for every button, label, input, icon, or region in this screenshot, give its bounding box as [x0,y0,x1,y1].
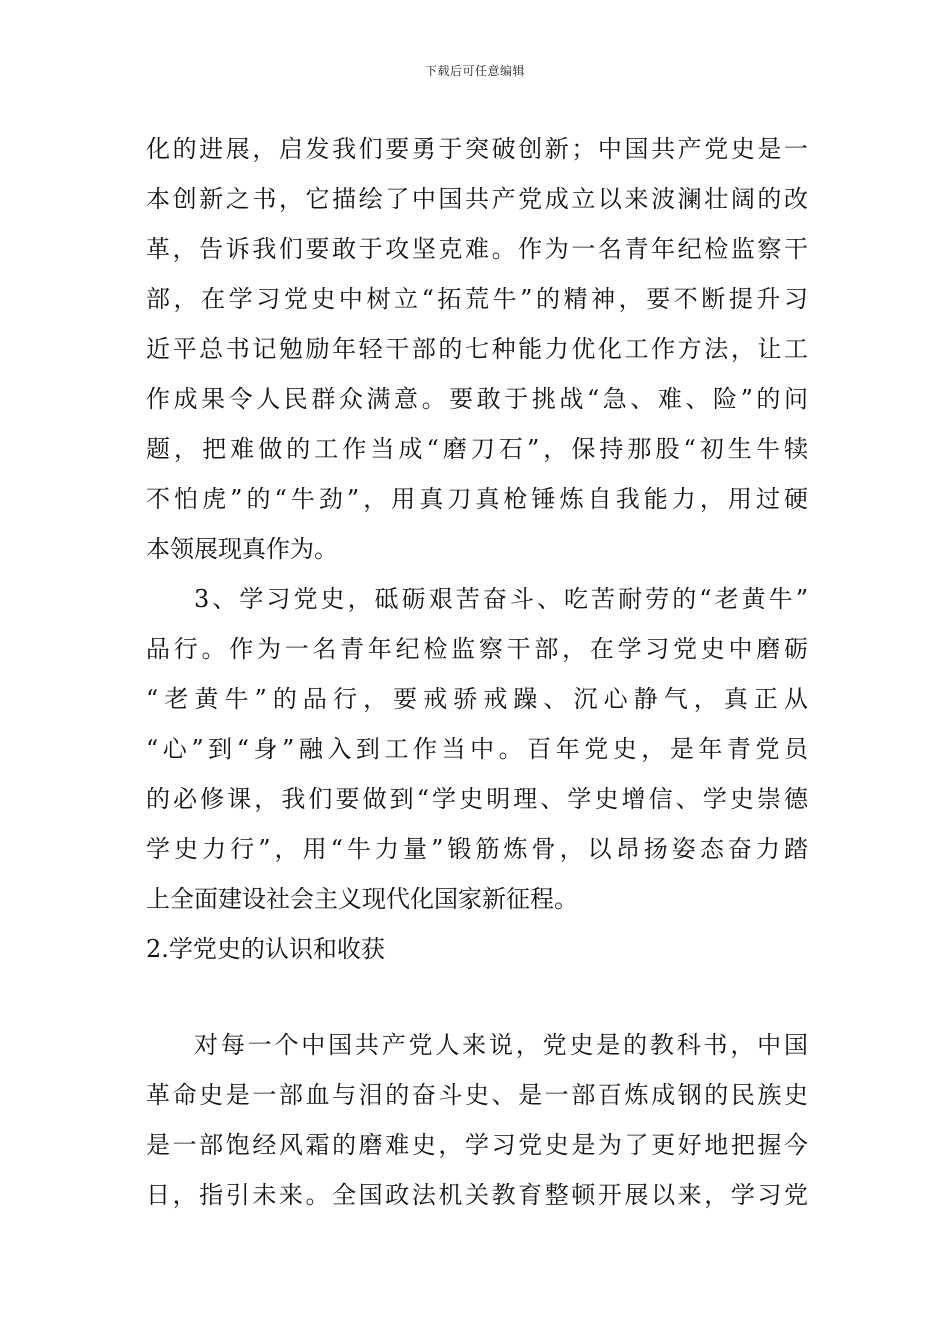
text-line: 本创新之书，它描绘了中国共产党成立以来波澜壮阔的改 [146,185,808,213]
text-line: 上全面建设社会主义现代化国家新征程。 [146,885,578,913]
text-line: 化的进展，启发我们要勇于突破创新；中国共产党史是一 [146,135,808,163]
text-line: 对每一个中国共产党人来说，党史是的教科书，中国 [194,1031,808,1059]
paragraph-point-3 [146,574,808,924]
text-line: 的必修课，我们要做到“学史明理、学史增信、学史崇德 [146,785,808,813]
text-line: 学史力行”，用“牛力量”锻筋炼骨，以昂扬姿态奋力踏 [146,835,808,863]
blank-line [146,974,808,1020]
text-line: 是一部饱经风霜的磨难史，学习党史是为了更好地把握今 [146,1131,808,1159]
header-note: 下载后可任意编辑 [424,64,525,78]
text-line: 题，把难做的工作当成“磨刀石”，保持那股“初生牛犊 [146,435,808,463]
text-line: 品行。作为一名青年纪检监察干部，在学习党史中磨砺 [146,635,808,663]
paragraph-continuation [146,124,808,574]
text-line: 部，在学习党史中树立“拓荒牛”的精神，要不断提升习 [146,285,808,313]
body-text [146,124,808,1220]
text-line: 革命史是一部血与泪的奋斗史、是一部百炼成钢的民族史 [146,1081,808,1109]
text-line: 本领展现真作为。 [146,535,338,563]
text-line: 日，指引未来。全国政法机关教育整顿开展以来，学习党 [146,1181,808,1209]
text-line: 作成果令人民群众满意。要敢于挑战“急、难、险”的问 [146,385,808,413]
section-heading: 2.学党史的认识和收获 [146,935,385,963]
text-line: 不怕虎”的“牛劲”，用真刀真枪锤炼自我能力，用过硬 [146,485,808,513]
text-line: 3、学习党史，砥砺艰苦奋斗、吃苦耐劳的“老黄牛” [194,585,808,613]
text-line: 近平总书记勉励年轻干部的七种能力优化工作方法，让工 [146,335,808,363]
text-line: “心”到“身”融入到工作当中。百年党史，是年青党员 [146,735,808,763]
paragraph-party-history [146,1020,808,1220]
text-line: “老黄牛”的品行，要戒骄戒躁、沉心静气，真正从 [146,685,808,713]
text-line: 革，告诉我们要敢于攻坚克难。作为一名青年纪检监察干 [146,235,808,263]
